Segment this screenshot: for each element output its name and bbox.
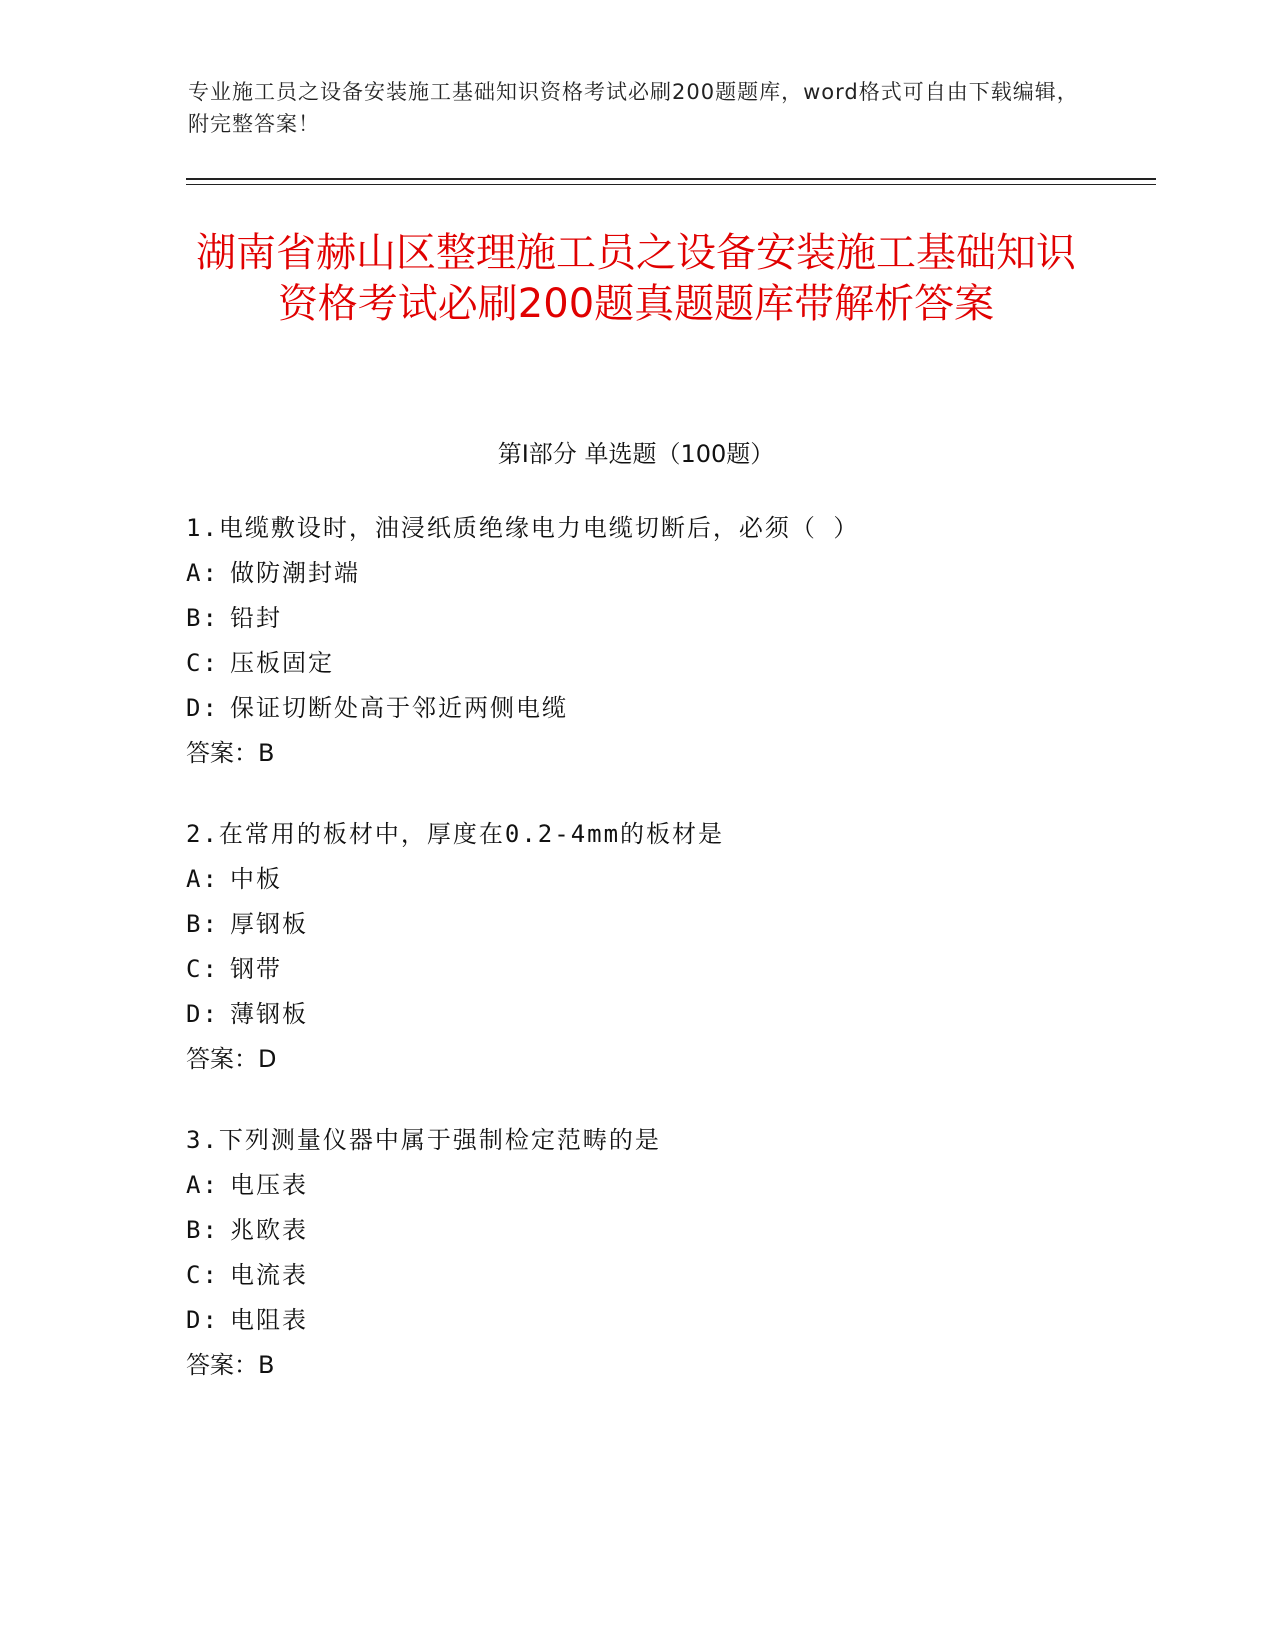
question-stem: 1.电缆敷设时，油浸纸质绝缘电力电缆切断后，必须（ ）	[186, 514, 860, 542]
option-b	[186, 1208, 1166, 1253]
section-heading: 第Ⅰ部分 单选题（100题）	[497, 440, 775, 468]
option-key: A:	[186, 559, 219, 587]
question-stem: 3.下列测量仪器中属于强制检定范畴的是	[186, 1126, 661, 1154]
option-b	[186, 596, 1166, 641]
option-text: 电压表	[230, 1171, 308, 1199]
question-item	[186, 1118, 1166, 1388]
option-text: 兆欧表	[230, 1216, 308, 1244]
header-divider-thick	[186, 178, 1156, 180]
option-text: 铅封	[230, 604, 282, 632]
option-key: C:	[186, 649, 219, 677]
option-text: 中板	[230, 865, 282, 893]
option-a	[186, 857, 1166, 902]
option-text: 电阻表	[230, 1306, 308, 1334]
option-key: D:	[186, 1000, 219, 1028]
option-key: C:	[186, 1261, 219, 1289]
option-key: C:	[186, 955, 219, 983]
option-text: 保证切断处高于邻近两侧电缆	[230, 694, 568, 722]
answer-label: 答案：	[186, 739, 258, 767]
option-key: B:	[186, 910, 219, 938]
option-text: 电流表	[230, 1261, 308, 1289]
option-key: D:	[186, 694, 219, 722]
option-d	[186, 1298, 1166, 1343]
header-note: 专业施工员之设备安装施工基础知识资格考试必刷200题题库，word格式可自由下载编辑，附完整答案！	[188, 80, 1079, 136]
option-a	[186, 1163, 1166, 1208]
document-title: 湖南省赫山区整理施工员之设备安装施工基础知识资格考试必刷200题真题题库带解析答案	[196, 230, 1076, 327]
header-divider-thin	[186, 184, 1156, 185]
option-a	[186, 551, 1166, 596]
answer-value: B	[258, 1351, 275, 1379]
answer-value: D	[258, 1045, 277, 1073]
option-key: B:	[186, 1216, 219, 1244]
option-b	[186, 902, 1166, 947]
answer-line	[186, 731, 1166, 776]
option-text: 厚钢板	[230, 910, 308, 938]
option-key: B:	[186, 604, 219, 632]
option-text: 做防潮封端	[230, 559, 360, 587]
answer-line	[186, 1037, 1166, 1082]
question-item	[186, 506, 1166, 776]
option-d	[186, 992, 1166, 1037]
answer-value: B	[258, 739, 275, 767]
answer-label: 答案：	[186, 1351, 258, 1379]
answer-label: 答案：	[186, 1045, 258, 1073]
option-c	[186, 641, 1166, 686]
question-item	[186, 812, 1166, 1082]
answer-line	[186, 1343, 1166, 1388]
option-key: A:	[186, 1171, 219, 1199]
option-text: 压板固定	[230, 649, 334, 677]
option-key: A:	[186, 865, 219, 893]
option-key: D:	[186, 1306, 219, 1334]
option-text: 钢带	[230, 955, 282, 983]
option-d	[186, 686, 1166, 731]
option-c	[186, 1253, 1166, 1298]
option-c	[186, 947, 1166, 992]
option-text: 薄钢板	[230, 1000, 308, 1028]
question-stem: 2.在常用的板材中，厚度在0.2-4mm的板材是	[186, 820, 725, 848]
